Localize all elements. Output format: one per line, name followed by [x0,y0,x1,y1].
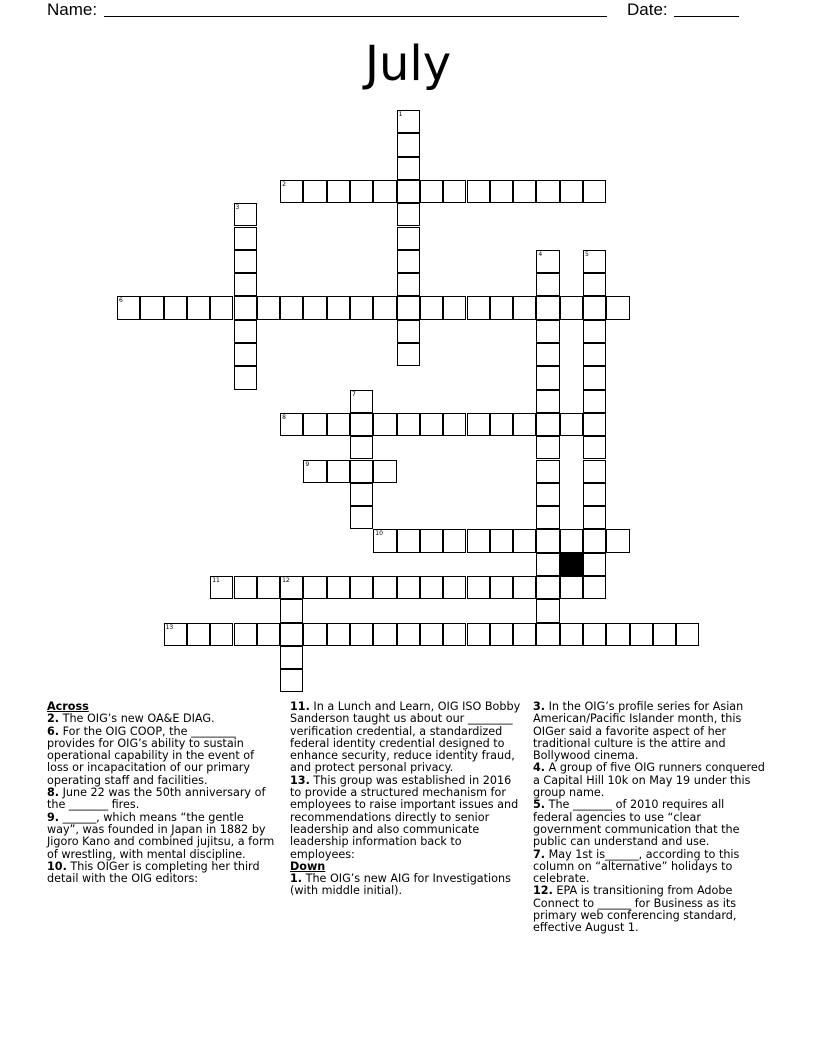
grid-cell[interactable] [397,203,420,226]
grid-cell[interactable] [653,623,676,646]
grid-cell[interactable] [513,413,536,436]
grid-cell[interactable] [234,343,257,366]
grid-cell[interactable] [397,273,420,296]
down-clue-3 [533,701,765,762]
grid-cell[interactable] [443,529,466,552]
clue-number: 9. [47,810,60,824]
grid-cell[interactable] [560,576,583,599]
grid-cell[interactable] [467,180,490,203]
clue-number-label: 11 [212,577,220,584]
grid-cell[interactable] [373,413,396,436]
grid-cell[interactable] [467,623,490,646]
grid-cell[interactable] [373,576,396,599]
clue-number: 1. [290,872,303,886]
clue-number: 2. [47,712,60,726]
clue-number-label: 8 [282,413,286,421]
clue-number: 5. [533,798,546,812]
grid-cell[interactable] [583,296,606,319]
date-label: Date: [627,0,668,19]
grid-cell[interactable] [327,296,350,319]
clue-text: The OIG’s new OA&E DIAG. [62,712,215,726]
grid-cell[interactable] [536,529,559,552]
grid-cell[interactable] [373,180,396,203]
clue-number-label: 10 [375,530,383,538]
clue-number-label: 13 [165,623,174,631]
grid-cell[interactable] [280,413,303,436]
across-clue-13 [290,775,522,861]
clue-number-label: 3 [235,204,240,212]
clue-text: June 22 was the 50th anniversary of the _______ fires. [47,786,266,812]
grid-cell[interactable] [490,529,513,552]
grid-cell[interactable] [234,250,257,273]
down-clue-4 [533,762,765,799]
grid-cell[interactable] [583,320,606,343]
clue-number-label: 5 [585,250,589,258]
name-field[interactable] [104,0,607,17]
grid-cell[interactable] [397,133,420,156]
grid-cell[interactable] [210,576,233,599]
grid-cell[interactable] [583,273,606,296]
clue-number: 6. [47,724,60,738]
puzzle-title: July [364,36,452,92]
grid-cell[interactable] [303,460,326,483]
clue-text: In the OIG’s profile series for Asian American/Pacific Islander month, this OIGer said a favorite aspect of her traditional culture is the attire and Bollywood cinema. [533,700,744,763]
grid-cell[interactable] [536,273,559,296]
grid-cell[interactable] [536,436,559,459]
grid-cell[interactable] [490,296,513,319]
grid-cell[interactable] [513,180,536,203]
grid-cell[interactable] [583,343,606,366]
grid-cell[interactable] [397,576,420,599]
grid-cell[interactable] [583,250,606,273]
grid-cell[interactable] [397,157,420,180]
grid-cell[interactable] [397,110,420,133]
clue-text: A group of five OIG runners conquered a Capital Hill 10k on May 19 under this group name. [533,761,765,800]
grid-cell[interactable] [536,180,559,203]
grid-cell[interactable] [397,529,420,552]
grid-cell[interactable] [280,623,303,646]
grid-cell[interactable] [373,296,396,319]
grid-cell[interactable] [234,623,257,646]
grid-cell[interactable] [280,669,303,692]
clue-number-label: 4 [538,250,543,258]
grid-cell[interactable] [397,320,420,343]
grid-cell[interactable] [164,623,187,646]
grid-cell[interactable] [397,227,420,250]
clue-number-label: 6 [119,297,123,305]
grid-cell[interactable] [583,460,606,483]
grid-cell[interactable] [536,576,559,599]
grid-cell[interactable] [117,296,140,319]
grid-cell[interactable] [467,576,490,599]
grid-cell[interactable] [513,529,536,552]
grid-cell[interactable] [234,296,257,319]
grid-cell[interactable] [490,180,513,203]
grid-cell[interactable] [303,576,326,599]
across-clue-11 [290,701,522,775]
grid-cell[interactable] [536,250,559,273]
grid-cell[interactable] [513,296,536,319]
clue-number-label: 12 [282,577,290,584]
grid-cell[interactable] [327,623,350,646]
grid-cell[interactable] [536,366,559,389]
grid-cell[interactable] [490,623,513,646]
grid-cell[interactable] [536,390,559,413]
grid-cell[interactable] [350,576,373,599]
clue-text: The OIG’s new AIG for Investigations (with middle initial). [290,872,511,898]
grid-cell[interactable] [420,576,443,599]
clue-number: 3. [533,700,546,713]
grid-cell[interactable] [350,623,373,646]
grid-cell[interactable] [443,296,466,319]
grid-cell[interactable] [583,483,606,506]
grid-cell[interactable] [606,623,629,646]
grid-cell[interactable] [327,180,350,203]
grid-cell[interactable] [583,623,606,646]
grid-cell[interactable] [234,227,257,250]
clue-number-label: 7 [352,390,356,398]
down-header: Down [290,859,326,873]
grid-cell[interactable] [560,180,583,203]
clue-text: ______, which means “the gentle way”, was founded in Japan in 1882 by Jigoro Kano and combined jujitsu, a form of wrestling, with mental discipline. [47,810,275,861]
grid-cell[interactable] [234,203,257,226]
grid-cell[interactable] [467,296,490,319]
grid-cell[interactable] [443,623,466,646]
grid-cell[interactable] [373,460,396,483]
grid-cell[interactable] [676,623,699,646]
grid-cell[interactable] [583,413,606,436]
clue-column-2 [290,701,522,898]
clue-number: 12. [533,884,553,898]
grid-cell[interactable] [397,343,420,366]
black-square [560,553,583,576]
grid-cell[interactable] [397,250,420,273]
grid-cell[interactable] [560,296,583,319]
grid-cell[interactable] [536,320,559,343]
grid-cell[interactable] [303,296,326,319]
grid-cell[interactable] [420,529,443,552]
grid-cell[interactable] [536,553,559,576]
grid-cell[interactable] [397,413,420,436]
grid-cell[interactable] [513,623,536,646]
grid-cell[interactable] [140,296,163,319]
grid-cell[interactable] [350,460,373,483]
clue-number-label: 1 [398,111,403,118]
grid-cell[interactable] [420,413,443,436]
grid-cell[interactable] [350,390,373,413]
grid-cell[interactable] [234,273,257,296]
grid-cell[interactable] [303,413,326,436]
grid-cell[interactable] [257,576,280,599]
across-header: Across [47,700,89,713]
grid-cell[interactable] [583,576,606,599]
grid-cell[interactable] [443,576,466,599]
grid-cell[interactable] [536,460,559,483]
grid-cell[interactable] [420,180,443,203]
clue-number: 8. [47,786,60,800]
grid-cell[interactable] [327,413,350,436]
grid-cell[interactable] [536,413,559,436]
clue-text: May 1st is______, according to this column on “alternative” holidays to celebrate. [533,847,740,886]
grid-cell[interactable] [280,576,303,599]
grid-cell[interactable] [350,413,373,436]
across-clue-8 [47,787,279,812]
clue-number: 7. [533,847,546,861]
grid-cell[interactable] [583,529,606,552]
grid-cell[interactable] [373,529,396,552]
grid-cell[interactable] [536,506,559,529]
grid-cell[interactable] [536,343,559,366]
clue-column-1 [47,701,279,885]
grid-cell[interactable] [234,576,257,599]
grid-cell[interactable] [350,436,373,459]
grid-cell[interactable] [560,623,583,646]
grid-cell[interactable] [350,180,373,203]
grid-cell[interactable] [350,483,373,506]
grid-cell[interactable] [373,623,396,646]
grid-cell[interactable] [303,180,326,203]
grid-cell[interactable] [234,320,257,343]
grid-cell[interactable] [280,646,303,669]
grid-cell[interactable] [303,623,326,646]
grid-cell[interactable] [560,529,583,552]
across-clue-6 [47,726,279,787]
grid-cell[interactable] [234,366,257,389]
grid-cell[interactable] [397,296,420,319]
grid-cell[interactable] [164,296,187,319]
grid-cell[interactable] [280,599,303,622]
grid-cell[interactable] [536,623,559,646]
grid-cell[interactable] [490,576,513,599]
grid-cell[interactable] [280,296,303,319]
grid-cell[interactable] [187,623,210,646]
grid-cell[interactable] [443,180,466,203]
grid-cell[interactable] [257,296,280,319]
grid-cell[interactable] [583,506,606,529]
grid-cell[interactable] [327,460,350,483]
down-clue-1 [290,873,522,898]
clue-text: EPA is transitioning from Adobe Connect to ______ for Business as its primary web conferencing standard, effective August 1. [533,884,737,935]
grid-cell[interactable] [257,623,280,646]
grid-cell[interactable] [583,553,606,576]
grid-cell[interactable] [420,623,443,646]
grid-cell[interactable] [560,413,583,436]
grid-cell[interactable] [536,483,559,506]
grid-cell[interactable] [583,436,606,459]
clue-text: In a Lunch and Learn, OIG ISO Bobby Sanderson taught us about our ________ verification credential, a standardized federal identity credential designed to enhance security, reduce identity fraud, and protect personal privacy. [290,700,521,775]
grid-cell[interactable] [467,413,490,436]
down-clue-5 [533,799,765,848]
grid-cell[interactable] [187,296,210,319]
clue-number-label: 2 [282,180,286,188]
grid-cell[interactable] [583,180,606,203]
across-clue-10 [47,861,279,886]
grid-cell[interactable] [327,576,350,599]
grid-cell[interactable] [583,390,606,413]
clue-number-label: 9 [305,460,310,468]
clue-number: 11. [290,700,310,713]
down-clue-12 [533,885,765,934]
grid-cell[interactable] [583,366,606,389]
grid-cell[interactable] [513,576,536,599]
grid-cell[interactable] [490,413,513,436]
grid-cell[interactable] [536,599,559,622]
grid-cell[interactable] [350,506,373,529]
grid-cell[interactable] [443,413,466,436]
grid-cell[interactable] [536,296,559,319]
name-label: Name: [47,0,98,19]
across-clue-9 [47,812,279,861]
date-field[interactable] [674,0,739,17]
grid-cell[interactable] [210,296,233,319]
clue-text: The _______ of 2010 requires all federal agencies to use “clear government communication that the public can understand and use. [533,798,740,849]
down-clue-7 [533,849,765,886]
clue-number: 13. [290,773,310,787]
grid-cell[interactable] [606,529,629,552]
clue-number: 10. [47,859,67,873]
grid-cell[interactable] [606,296,629,319]
clue-text: This OIGer is completing her third detail with the OIG editors: [47,859,260,886]
grid-cell[interactable] [467,529,490,552]
clue-text: For the OIG COOP, the ________ provides for OIG’s ability to sustain operational capability in the event of loss or incapacitation of our primary operating staff and facilities. [47,724,255,787]
grid-cell[interactable] [350,296,373,319]
grid-cell[interactable] [280,180,303,203]
grid-cell[interactable] [420,296,443,319]
clue-number: 4. [533,761,546,775]
clue-text: This group was established in 2016 to provide a structured mechanism for employees to raise important issues and recommendations directly to senior leadership and also communicate leadership information back to employees: [290,773,519,861]
grid-cell[interactable] [210,623,233,646]
clue-column-3 [533,701,765,935]
grid-cell[interactable] [630,623,653,646]
grid-cell[interactable] [397,180,420,203]
grid-cell[interactable] [397,623,420,646]
